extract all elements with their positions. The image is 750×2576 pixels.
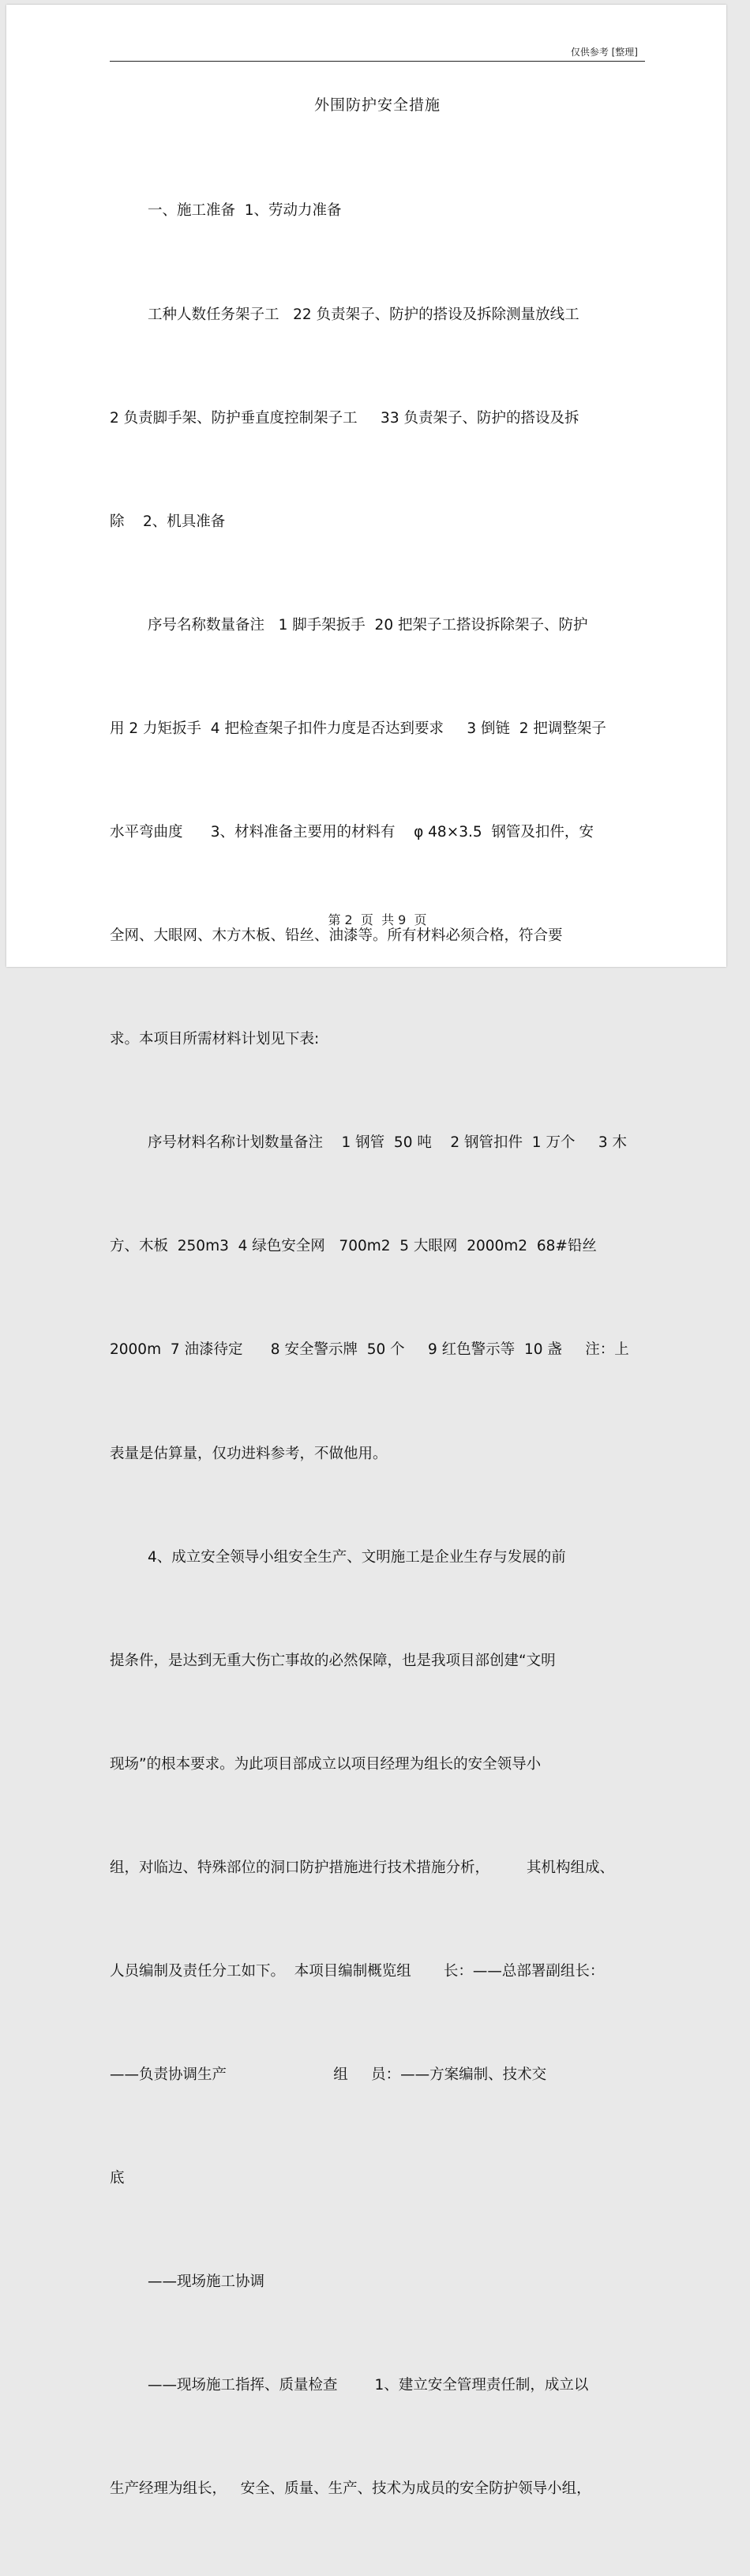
text-line: 工种人数任务架子工 22 负责架子、防护的搭设及拆除测量放线工 (148, 306, 579, 323)
text-line: 生产经理为组长， 安全、质量、生产、技术为成员的安全防护领导小组， (110, 2480, 591, 2498)
text-line: 全网、大眼网、木方木板、铅丝、油漆等。所有材料必须合格，符合要 (110, 927, 563, 945)
text-line: 除 2、机具准备 (110, 513, 226, 530)
document-body (110, 125, 647, 2576)
text-line: 一、施工准备 1、劳动力准备 (148, 202, 342, 220)
text-line: 2 负责脚手架、防护垂直度控制架子工 33 负责架子、防护的搭设及拆 (110, 409, 579, 427)
text-line: 2000m 7 油漆待定 8 安全警示牌 50 个 9 红色警示等 10 盏 注：上 (110, 1341, 629, 1359)
page-number-footer: 第 2 页 共 9 页 (328, 912, 427, 927)
text-line: ——现场施工协调 (148, 2273, 265, 2291)
text-line: 序号名称数量备注 1 脚手架扳手 20 把架子工搭设拆除架子、防护 (148, 616, 588, 634)
text-line: 表量是估算量，仅功进料参考，不做他用。 (110, 1445, 388, 1462)
text-line: 人员编制及责任分工如下。 本项目编制概览组 长：——总部署副组长： (110, 1963, 605, 1980)
text-line: 求。本项目所需材料计划见下表: (110, 1031, 320, 1048)
text-line: ——现场施工指挥、质量检查 1、建立安全管理责任制，成立以 (148, 2377, 589, 2394)
text-line: 组，对临边、特殊部位的洞口防护措施进行技术措施分析， 其机构组成、 (110, 1859, 615, 1876)
header-note: 仅供参考 [整理] (570, 47, 638, 58)
text-line: 4、成立安全领导小组安全生产、文明施工是企业生存与发展的前 (148, 1548, 566, 1566)
document-page (6, 5, 726, 2498)
text-line: ——负责协调生产 组 员：——方案编制、技术交 (110, 2066, 547, 2084)
text-line: 序号材料名称计划数量备注 1 钢管 50 吨 2 钢管扣件 1 万个 3 木 (148, 1134, 627, 1152)
text-line: 现场”的根本要求。为此项目部成立以项目经理为组长的安全领导小 (110, 1755, 542, 1773)
text-line: 用 2 力矩扳手 4 把检查架子扣件力度是否达到要求 3 倒链 2 把调整架子 (110, 720, 606, 737)
document-title: 外围防护安全措施 (313, 96, 441, 114)
text-line: 方、木板 250m3 4 绿色安全网 700m2 5 大眼网 2000m2 68#铅丝 (110, 1238, 597, 1255)
text-line: 底 (110, 2170, 125, 2187)
text-line: 水平弯曲度 3、材料准备主要用的材料有 φ 48×3.5 钢管及扣件，安 (110, 823, 594, 840)
header-divider (110, 61, 645, 62)
text-line: 提条件，是达到无重大伤亡事故的必然保障，也是我项目部创建“文明 (110, 1652, 556, 1669)
